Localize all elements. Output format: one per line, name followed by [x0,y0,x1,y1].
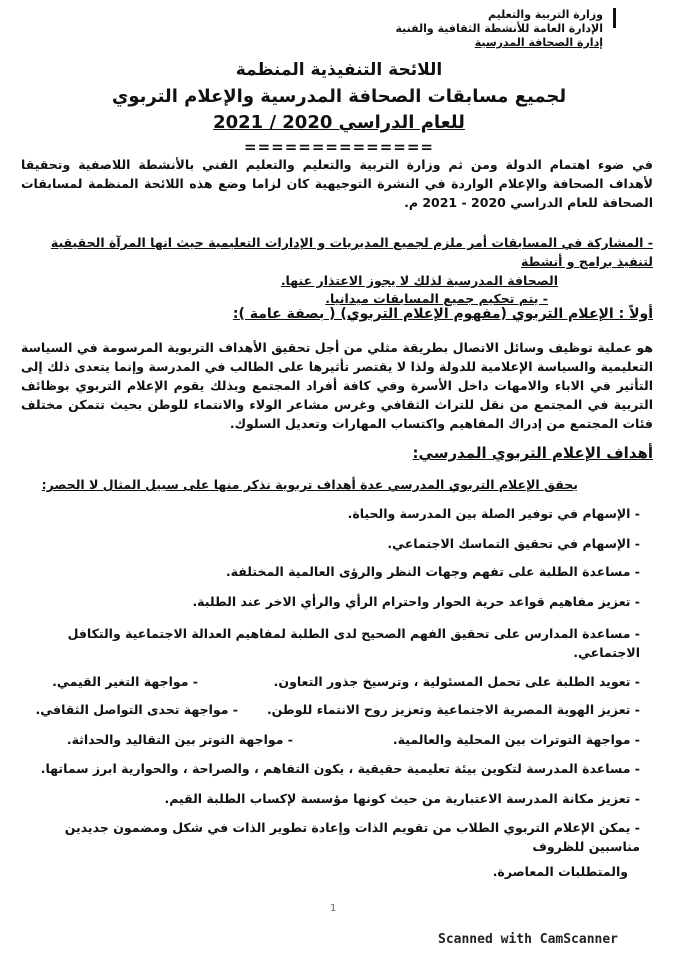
goal-item: - تعويد الطلبة على تحمل المسئولية ، وترسيخ جذور التعاون. [273,674,640,689]
camscanner-watermark: Scanned with CamScanner [438,932,619,947]
ministry-header [373,8,603,50]
goals-intro: يحقق الإعلام التربوي المدرسي عدة أهداف تربوية نذكر منها على سبيل المثال لا الحصر: [41,477,578,492]
participation-rule-cont: الصحافة المدرسية لذلك لا يجوز الاعتذار عنها. [280,273,558,288]
goal-item: - يمكن الإعلام التربوي الطلاب من تقويم الذات وإعادة تطوير الذات في شكل ومضمون جديدين مناسبين للظروف [64,820,640,854]
department-name: إدارة الصحافة المدرسية [474,36,603,49]
goal-item: - تعزيز الهوية المصرية الاجتماعية وتعزيز روح الانتماء للوطن. [266,702,640,717]
participation-rule: - المشاركة في المسابقات أمر ملزم لجميع المديريات و الإدارات التعليمية حيث انها المرآة الحقيقية لتنفيذ برامج و أنشطة [50,235,653,269]
goal-item: - الإسهام في تحقيق التماسك الاجتماعي. [387,536,640,551]
section2-heading: أهداف الإعلام التربوي المدرسي: [412,444,653,462]
intro-paragraph: في ضوء اهتمام الدولة ومن ثم وزارة التربية والتعليم والتعليم الفني بالأنشطة اللاصفية وتحقيقا لأهداف الصحافة والإعلام الواردة في النشرة التوجيهية كان لزاما وضع هذه اللائحة المنظمة لمسابقات الصحافة للعام الدراسي 2020 - 2021 م. [21,157,653,210]
ministry-name: وزارة التربية والتعليم [488,8,603,21]
section1-heading: أولاً : الإعلام التربوي (مفهوم الإعلام التربوي) ( بصفة عامة ): [232,306,653,322]
side-goal: - مواجهة التوتر بين التقاليد والحداثة. [66,732,293,747]
page-number: 1 [330,903,337,914]
judging-rule: - يتم تحكيم جميع المسابقات ميدانيا. [325,291,548,306]
title-separator: ============== [244,138,434,156]
goal-item: - تعزيز مفاهيم قواعد حرية الحوار واحترام الرأي والرأي الاخر عند الطلبة. [192,594,640,609]
document-title-year: للعام الدراسي 2020 / 2021 [213,112,465,133]
goal-item: - مساعدة المدارس على تحقيق الفهم الصحيح لدى الطلبة لمفاهيم العدالة الاجتماعية والتكافل الاجتماعي. [67,626,640,660]
section1-body: هو عملية توظيف وسائل الاتصال بطريقة مثلي من أجل تحقيق الأهداف التربوية المرسومة في السياسة التعليمية والسياسة الإعلامية للدولة ولذا لا يقتصر تأثيرها على الطالب في المدرسة وإنما يتعدى ذلك إلى التأثير في الاباء والامهات داخل الأسرة وفي كافة أفراد المجتمع وبذلك يقوم الإعلام التربوي بوظائف التربية في المجتمع من نقل للتراث الثقافي وغرس مشاعر الولاء والانتماء للوطن بحيث تتمكن مختلف فئات المجتمع من إدراك المفاهيم واكتساب المهارات وتعديل السلوك. [21,340,653,431]
goal-item: - مساعدة المدرسة لتكوين بيئة تعليمية حقيقية ، يكون التفاهم ، والصراحة ، والحوارية ابرز سماتها. [40,761,640,776]
goal-item: - مساعدة الطلبة على تفهم وجهات النظر والرؤى العالمية المختلفة. [225,564,640,579]
goal-item: - تعزيز مكانة المدرسة الاعتبارية من حيث كونها مؤسسة لإكساب الطلبة القيم. [164,791,640,806]
document-title-line2: لجميع مسابقات الصحافة المدرسية والإعلام التربوي [111,86,567,107]
side-goal: - مواجهة التغير القيمي. [52,674,198,689]
margin-mark [613,8,616,28]
side-goal: - مواجهة تحدى التواصل الثقافي. [35,702,238,717]
document-title-line1: اللائحة التنفيذية المنظمة [235,60,443,80]
goal-item: - مواجهة التوترات بين المحلية والعالمية. [392,732,640,747]
directorate-name: الإدارة العامة للأنشطة الثقافية والفنية [395,22,603,35]
goal-item: والمتطلبات المعاصرة. [492,864,628,879]
goal-item: - الإسهام في توفير الصلة بين المدرسة والحياة. [347,506,640,521]
